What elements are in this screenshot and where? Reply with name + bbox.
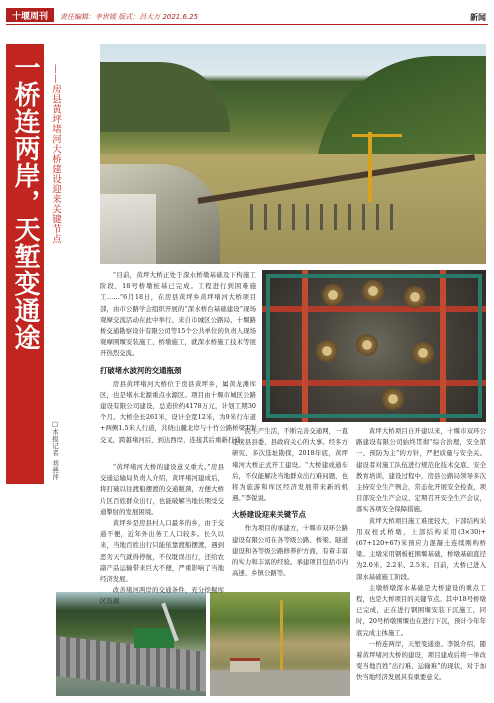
paragraph: 黄坪大桥项目自开建以来，十堰市双环公路建设有限公司始终贯彻“综合治理，安全第一、预防为主”的方针，严把质量与安全关。建设者对施工队伍进行规范化技术交底、安全教育培训，建设过程中，房县公路局领导多次主持安全生产例会，常态化开展安全检查，项目部安全生产会议、定期召开安全生产会议，落实各项安全保障措施。 bbox=[356, 427, 486, 514]
paragraph: “黄坪堵河大桥的建设意义重大。”房县交通运输局负责人介绍，黄坪堵河建成后，将打破以往渡船摆渡的交通瓶颈，方便大桥片区百姓群众出行，也能破解当地长期受交通掣肘的发展困境。 bbox=[100, 463, 224, 516]
article-column-2 bbox=[232, 426, 348, 696]
article-column-3 bbox=[356, 426, 486, 696]
header-rule bbox=[6, 24, 488, 25]
paragraph: 黄坪大桥项目施工难度较大，下部结构采用双柱式桥墩，上部结构采用(3×30)+(67+120+67)米预应力混凝土连续刚构桥梁。主墩采用钢板桩围堰基础，桥墩基础直径为2.0米、2.2米、2.5米。目前，大桥已进入深水基础施工阶段。 bbox=[356, 516, 486, 581]
cofferdam-closeup-photo bbox=[262, 270, 486, 422]
paragraph: 一桥连两岸，天堑变通途。李锐介绍，随着黄坪堵河大桥的建设，项目建成后将一举改变当地百姓“出行难、运输难”的现状，对于加快当地经济发展具有重要意义。 bbox=[356, 639, 486, 682]
page-header bbox=[0, 0, 494, 26]
paragraph: 黄坪乡是房县村人口最多的乡，由于交通不便，近年外出务工人口较多。长久以来，当地百姓出行只能依靠渡船摆渡，遇到恶劣天气就得停航，不仅耽误出行，还给农副产品运输带来巨大不便，严重影响了当地经济发展。 bbox=[100, 519, 224, 584]
section-heading: 打破堵水波河的交通瓶颈 bbox=[100, 365, 182, 375]
masthead: 十堰周刊 bbox=[6, 8, 54, 22]
paragraph: 作为项目的承建方，十堰市双环公路建设有限公司在各等级公路、桥梁、隧道建设和各等级公路修养护方面，有着丰富的实力和丰富的经验。承建项目包括市内高速、乡镇公路等。 bbox=[232, 524, 348, 578]
editor-credits: 责任编辑：李世媛 版式：吕大万 2021.6.25 bbox=[60, 13, 199, 21]
article-column-1 bbox=[100, 270, 256, 444]
section-label: 新闻 bbox=[470, 13, 486, 22]
bridge-aerial-photo bbox=[100, 44, 486, 264]
article-column-1b bbox=[100, 462, 224, 698]
section-heading: 大桥建设迎来关键节点 bbox=[232, 510, 306, 520]
article-title: 一桥连两岸，天堑变通途 bbox=[10, 54, 40, 351]
paragraph: 房县黄坪堵河大桥位于房县黄坪乡，属黄龙滩库区，也是堵水北源重点水源区。项目由十堰市城区公路建设有限公司建设，总造价约4178万元，计划工期30个月。大桥全长261米，设计全宽12米，为9米行车道+两侧1.5米人行道，共绕山麓北岸与十竹公路桥梁T型交叉，跨越堵河后，到达西岸，连接其后重新打通。 bbox=[100, 379, 256, 444]
paragraph: 主墩桥墩深水基础是大桥建设的重点工程，也是大桥项目的关键节点。其中18号桥墩已完成，正在进行钢围堰安装下沉施工，同时，20号桥墩围堰也在进行下沉，预计今年年底完成主体施工。 bbox=[356, 583, 486, 637]
paragraph: 改善堵河两岸的交通条件，充分挖掘库区资源 bbox=[100, 586, 224, 606]
article-intro: “目前，黄坪大桥正处于深水桥墩基础及下构施工阶段，18号桥墩桩基已完成。工程进行到困难施工……”6月18日，在房县黄坪乡黄坪堵河大桥项目部，由市公路学会组织开展的“深水桥台基础建设”现场观摩交流活动在此中举行。来自市城区公路局、十堰路桥交通勘察设计有限公司等15个公共单位的负责人现场观摩围堰安装施工、桥墩施工，就深水桥施工技术等展开热烈交流。 bbox=[100, 271, 256, 358]
article-subtitle: ——房县黄坪堵河大桥建设迎来关键节点 bbox=[50, 64, 61, 244]
article-byline: □本报记者 刘燕萍 bbox=[51, 420, 59, 481]
paragraph: 民生产生活，不断完善交通网，一直是房县县委、县政府关心的大事。经多方研究、多次选址勘探，2018年底，黄坪堵河大桥正式开工建设。“大桥建成通车后，不仅能解决当地群众出行难问题，也将为旅游和库区经济发展带来新的机遇。”李锐说。 bbox=[232, 427, 348, 503]
